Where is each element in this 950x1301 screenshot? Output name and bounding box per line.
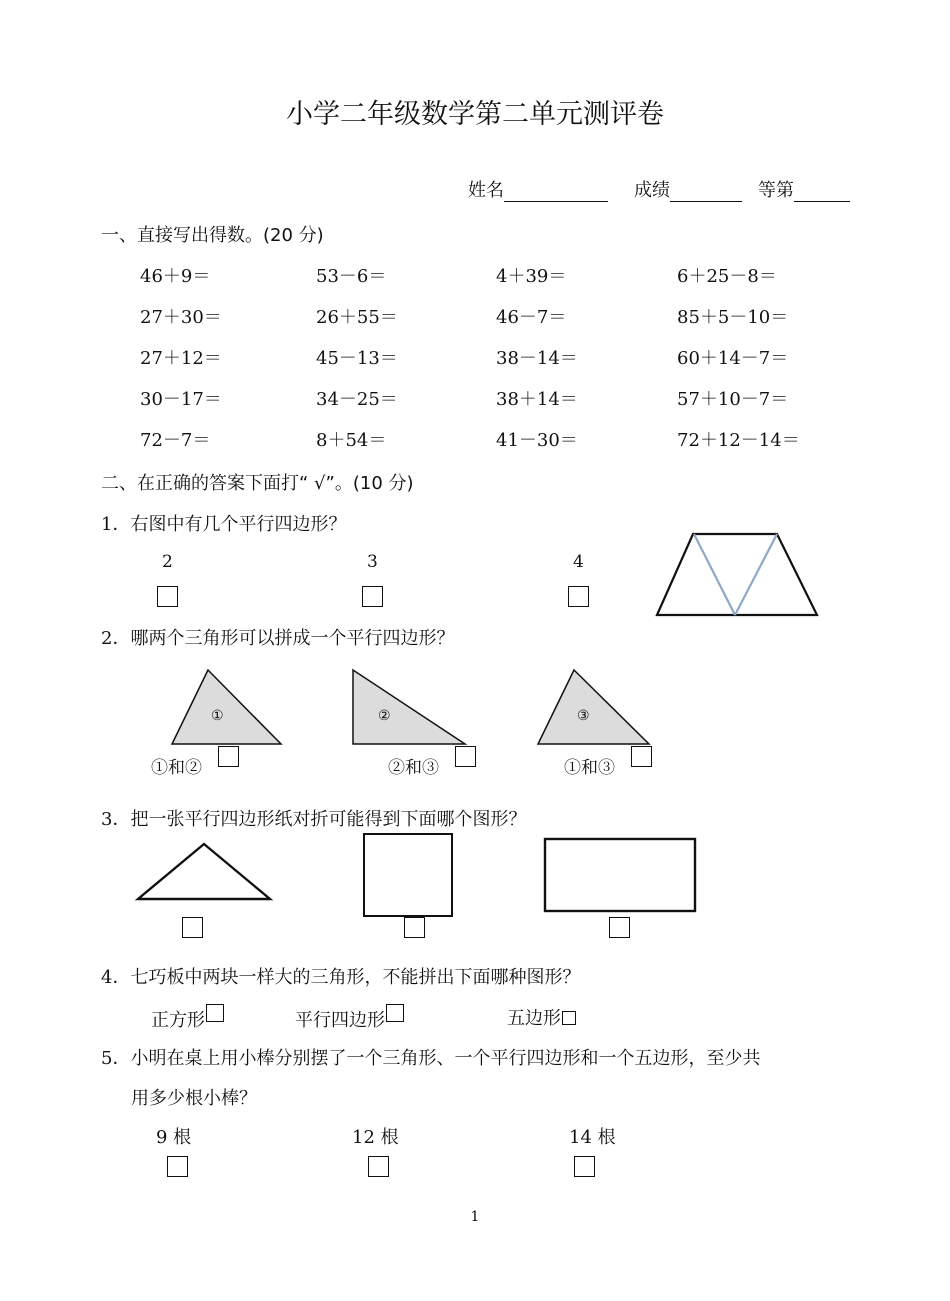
triangle-2 <box>349 666 471 748</box>
score-label: 成绩 <box>634 180 670 201</box>
calc-item: 38－14＝ <box>496 348 578 369</box>
q4-option-label: 五边形 <box>507 1008 561 1029</box>
q2-option-label: ①和③ <box>564 758 615 778</box>
grade-label: 等第 <box>758 180 794 201</box>
score-field[interactable] <box>634 176 742 202</box>
q1-checkbox[interactable] <box>362 586 383 607</box>
q4-checkbox[interactable] <box>386 1004 404 1022</box>
q4-option <box>295 1004 404 1032</box>
q2-text: 2．哪两个三角形可以拼成一个平行四边形？ <box>101 628 455 649</box>
calc-item: 6＋25－8＝ <box>677 266 777 287</box>
calc-item: 38＋14＝ <box>496 389 578 410</box>
triangle-1 <box>168 666 286 748</box>
section2-heading: 二、在正确的答案下面打“ √”。(10 分) <box>101 473 414 494</box>
q2-checkbox[interactable] <box>218 746 239 767</box>
q1-option-label: 2 <box>162 552 173 572</box>
calc-item: 72－7＝ <box>140 430 211 451</box>
q3-square-shape <box>361 831 455 919</box>
calc-item: 4＋39＝ <box>496 266 567 287</box>
triangle-3-label: ③ <box>577 708 590 724</box>
q3-triangle-shape <box>134 840 274 904</box>
page-number: 1 <box>470 1209 480 1225</box>
calc-item: 57＋10－7＝ <box>677 389 789 410</box>
q2-option-label: ②和③ <box>388 758 439 778</box>
page-title: 小学二年级数学第二单元测评卷 <box>286 99 664 130</box>
q5-checkbox[interactable] <box>167 1156 188 1177</box>
q5-text-line1: 5．小明在桌上用小棒分别摆了一个三角形、一个平行四边形和一个五边形，至少共 <box>101 1048 761 1069</box>
calc-item: 46＋9＝ <box>140 266 211 287</box>
calc-item: 34－25＝ <box>316 389 398 410</box>
name-label: 姓名 <box>468 180 504 201</box>
calc-item: 8＋54＝ <box>316 430 387 451</box>
calc-item: 60＋14－7＝ <box>677 348 789 369</box>
q3-checkbox[interactable] <box>182 917 203 938</box>
q1-option-label: 4 <box>573 552 584 572</box>
q2-checkbox[interactable] <box>455 746 476 767</box>
calc-item: 41－30＝ <box>496 430 578 451</box>
q3-text: 3．把一张平行四边形纸对折可能得到下面哪个图形？ <box>101 809 527 830</box>
q3-checkbox[interactable] <box>404 917 425 938</box>
calc-item: 85＋5－10＝ <box>677 307 789 328</box>
q4-option-label: 平行四边形 <box>295 1010 385 1031</box>
calc-item: 27＋12＝ <box>140 348 222 369</box>
q5-checkbox[interactable] <box>574 1156 595 1177</box>
q2-checkbox[interactable] <box>631 746 652 767</box>
grade-field[interactable] <box>758 176 850 202</box>
q1-option-label: 3 <box>367 552 378 572</box>
calc-item: 72＋12－14＝ <box>677 430 800 451</box>
q4-text: 4．七巧板中两块一样大的三角形，不能拼出下面哪种图形？ <box>101 967 581 988</box>
section1-heading: 一、直接写出得数。(20 分) <box>101 225 324 246</box>
calc-item: 30－17＝ <box>140 389 222 410</box>
calc-item: 45－13＝ <box>316 348 398 369</box>
name-field[interactable] <box>468 176 608 202</box>
calc-item: 46－7＝ <box>496 307 567 328</box>
trapezoid-figure <box>650 528 825 620</box>
q5-option-label: 14 根 <box>569 1127 616 1148</box>
q4-option <box>507 1004 576 1030</box>
q5-option-label: 12 根 <box>352 1127 399 1148</box>
q3-rectangle-shape <box>542 836 698 914</box>
q4-checkbox[interactable] <box>206 1004 224 1022</box>
triangle-1-label: ① <box>211 708 224 724</box>
q5-text-line2: 用多少根小棒？ <box>131 1088 257 1109</box>
q4-checkbox[interactable] <box>562 1011 576 1025</box>
calc-item: 53－6＝ <box>316 266 387 287</box>
triangle-3 <box>534 666 654 748</box>
q3-checkbox[interactable] <box>609 917 630 938</box>
q4-option <box>151 1004 224 1032</box>
calc-item: 26＋55＝ <box>316 307 398 328</box>
calc-item: 27＋30＝ <box>140 307 222 328</box>
triangle-2-label: ② <box>378 708 391 724</box>
q5-option-label: 9 根 <box>156 1127 192 1148</box>
q4-option-label: 正方形 <box>151 1010 205 1031</box>
q1-text: 1．右图中有几个平行四边形？ <box>101 514 347 535</box>
q1-checkbox[interactable] <box>568 586 589 607</box>
q5-checkbox[interactable] <box>368 1156 389 1177</box>
q1-checkbox[interactable] <box>157 586 178 607</box>
q2-option-label: ①和② <box>151 758 202 778</box>
